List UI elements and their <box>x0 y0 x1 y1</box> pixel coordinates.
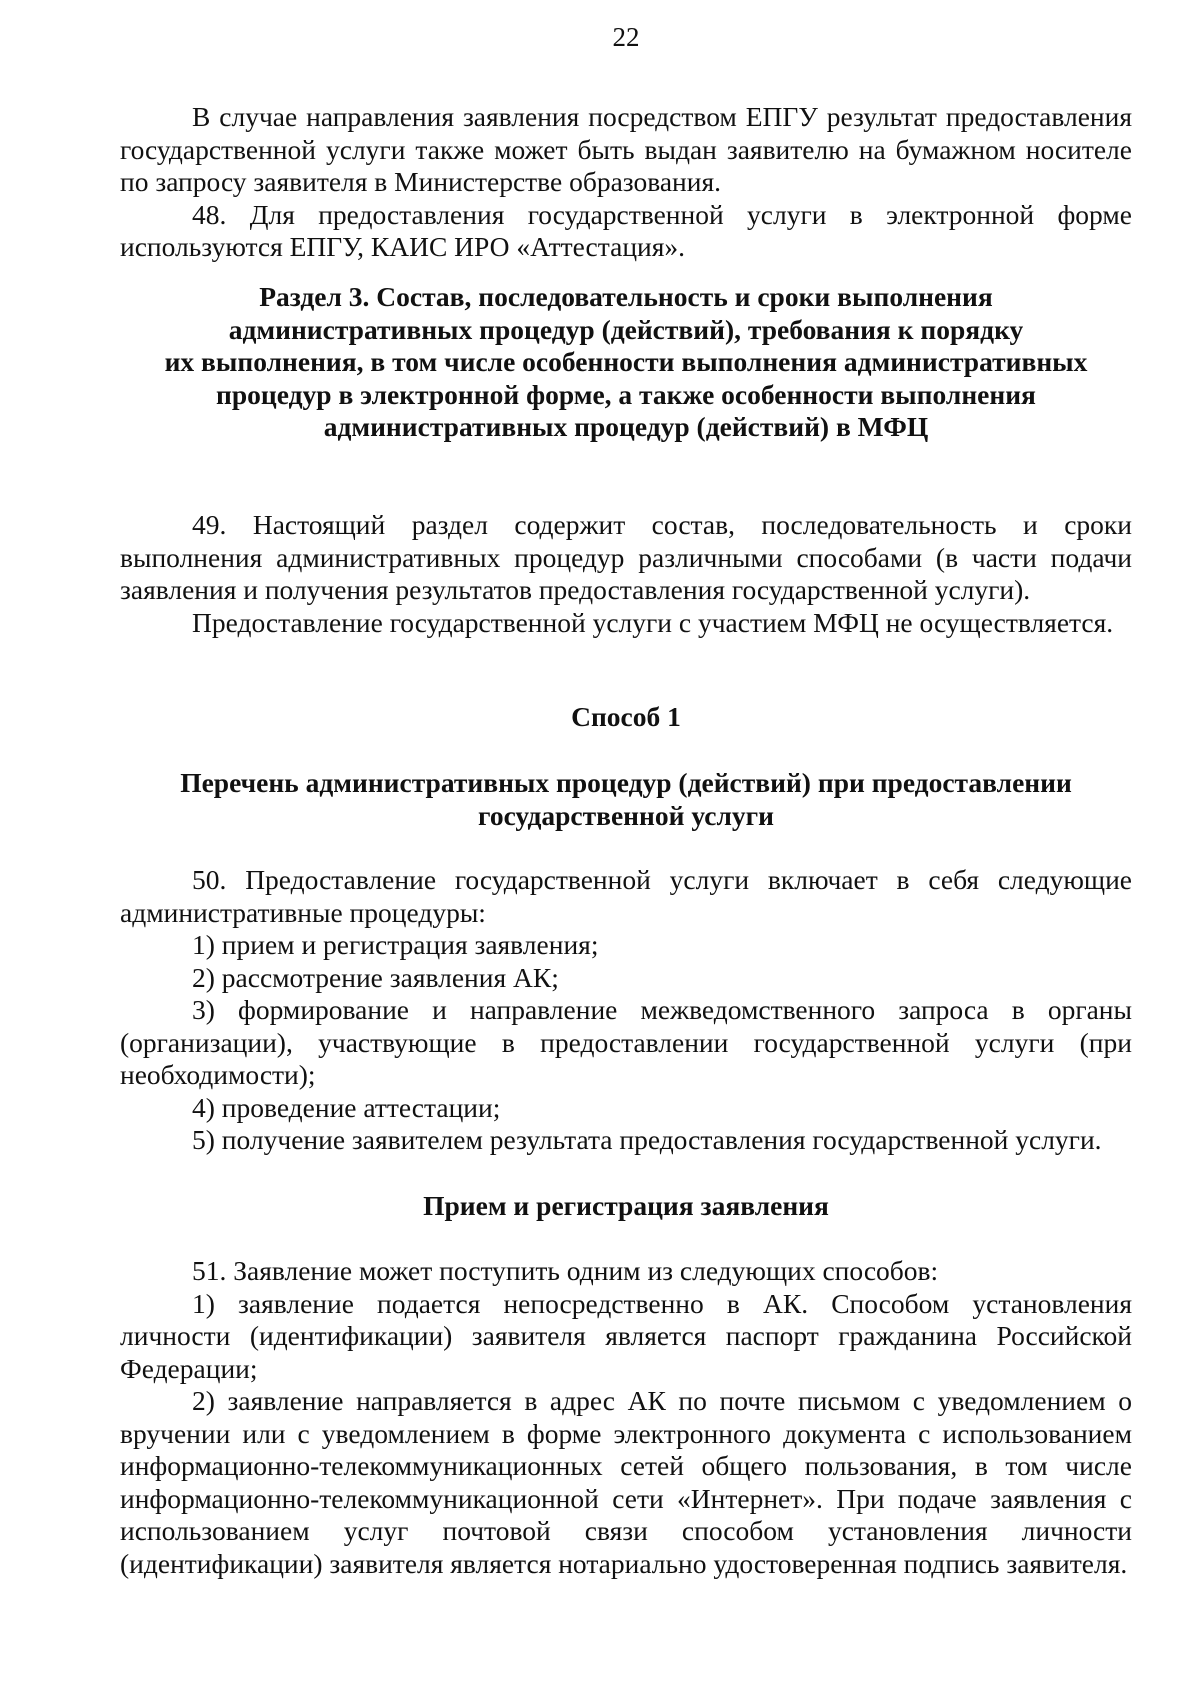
procedures-heading-line: Перечень административных процедур (действий) при предоставлении <box>180 767 1072 798</box>
section-heading-line: их выполнения, в том числе особенности выполнения административных <box>164 346 1088 377</box>
section-heading-line: процедур в электронной форме, а также особенности выполнения <box>216 378 1036 410</box>
section-3-heading <box>120 281 1132 444</box>
method-heading: Способ 1 <box>571 701 681 732</box>
paragraph-51: 51. Заявление может поступить одним из следующих способов: <box>192 1255 939 1286</box>
paragraph-49: 49. Настоящий раздел содержит состав, последовательность и сроки выполнения административных процедур различными способами (в части подачи заявления и получения результатов предоставления государственной услуги). <box>120 509 1132 605</box>
submission-method-item: 1) заявление подается непосредственно в АК. Способом установления личности (идентификации) заявителя является паспорт гражданина Российской Федерации; <box>120 1287 1132 1384</box>
paragraph-51-block <box>120 1255 1132 1580</box>
intro-block <box>120 101 1132 264</box>
method-1-heading-block <box>120 701 1132 734</box>
reception-heading-block <box>120 1190 1132 1223</box>
procedure-item: 1) прием и регистрация заявления; <box>192 929 599 960</box>
paragraph-48: 48. Для предоставления государственной услуги в электронной форме используются ЕПГУ, КАИС ИРО «Аттестация». <box>120 198 1132 262</box>
procedures-heading-block <box>120 767 1132 832</box>
paragraph-epgu-result: В случае направления заявления посредством ЕПГУ результат предоставления государственной услуги также может быть выдан заявителю на бумажном носителе по запросу заявителя в Министерстве образования. <box>120 101 1132 197</box>
section-heading-line: Раздел 3. Состав, последовательность и сроки выполнения <box>259 281 993 312</box>
procedure-item: 5) получение заявителем результата предоставления государственной услуги. <box>192 1124 1102 1155</box>
procedures-heading-line: государственной услуги <box>478 799 774 831</box>
paragraph-49-block <box>120 509 1132 639</box>
procedure-item: 4) проведение аттестации; <box>192 1091 501 1123</box>
submission-method-item: 2) заявление направляется в адрес АК по почте письмом с уведомлением о вручении или с уведомлением в форме электронного документа с использованием информационно-телекоммуникационных сетей общего пользования, в том числе информационно-телекоммуникационной сети «Интернет». При подаче заявления с использованием услуг почтовой связи способом установления личности (идентификации) заявителя является нотариально удостоверенная подпись заявителя. <box>120 1385 1132 1579</box>
section-heading-line: административных процедур (действий), требования к порядку <box>228 313 1024 345</box>
paragraph-49-mfc: Предоставление государственной услуги с участием МФЦ не осуществляется. <box>192 606 1114 638</box>
page-number: 22 <box>612 22 640 52</box>
procedure-item: 3) формирование и направление межведомственного запроса в органы (организации), участвующие в предоставлении государственной услуги (при необходимости); <box>120 994 1132 1090</box>
paragraph-50-block <box>120 864 1132 1157</box>
paragraph-50: 50. Предоставление государственной услуги включает в себя следующие административные процедуры: <box>120 864 1132 928</box>
reception-heading: Прием и регистрация заявления <box>423 1190 829 1221</box>
procedure-item: 2) рассмотрение заявления АК; <box>192 961 559 993</box>
section-heading-line: административных процедур (действий) в МФЦ <box>323 411 929 442</box>
